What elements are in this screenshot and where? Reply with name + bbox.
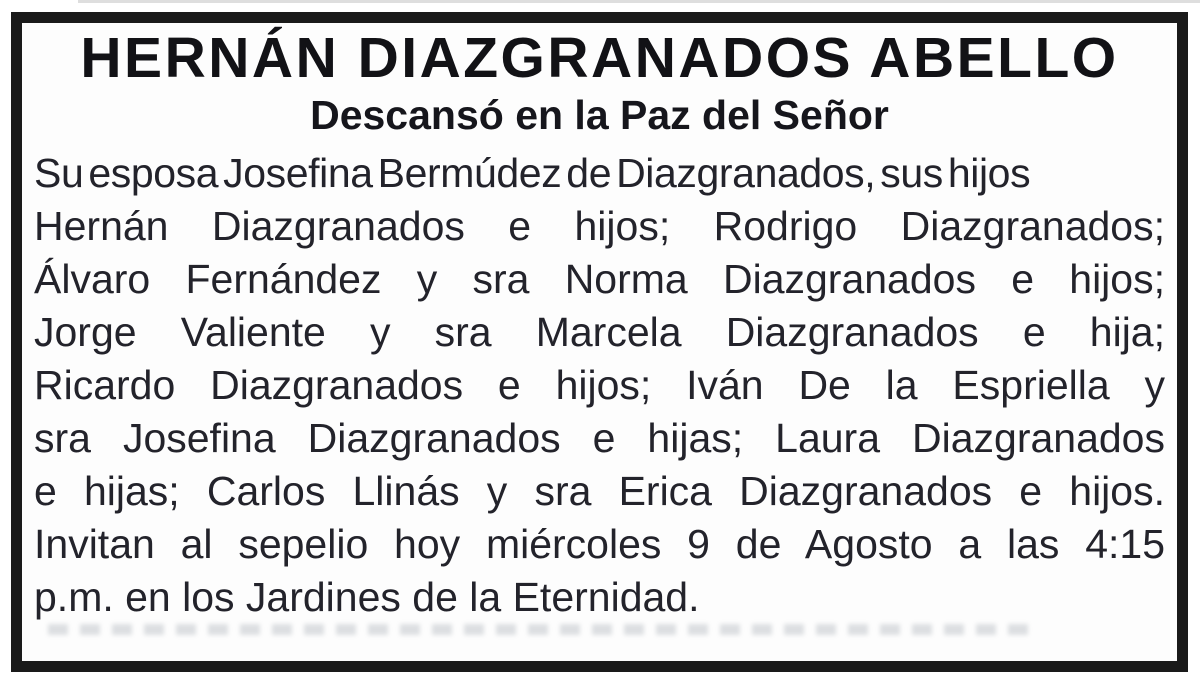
obituary-body-text xyxy=(34,147,1165,624)
obituary-body-line: Hernán Diazgranados e hijos; Rodrigo Diazgranados; xyxy=(34,202,1165,249)
obituary-body-line: e hijas; Carlos Llinás y sra Erica Diazgranados e hijos. xyxy=(34,467,1165,514)
obituary-body-line: Jorge Valiente y sra Marcela Diazgranados e hija; xyxy=(34,308,1165,355)
rest-in-peace-subtitle: Descansó en la Paz del Señor xyxy=(310,91,889,138)
deceased-name-title: HERNÁN DIAZGRANADOS ABELLO xyxy=(80,26,1119,90)
obituary-body-line: Álvaro Fernández y sra Norma Diazgranados e hijos; xyxy=(34,255,1165,302)
obituary-body-line: p.m. en los Jardines de la Eternidad. xyxy=(34,573,700,620)
print-bleed-artifact xyxy=(48,624,1033,635)
obituary-notice-frame xyxy=(11,12,1188,672)
scan-edge-artifact xyxy=(78,0,1200,3)
obituary-body-line: Invitan al sepelio hoy miércoles 9 de Agosto a las 4:15 xyxy=(34,520,1165,567)
obituary-body-line: sra Josefina Diazgranados e hijas; Laura Diazgranados xyxy=(34,414,1165,461)
obituary-body-line: Ricardo Diazgranados e hijos; Iván De la Espriella y xyxy=(34,361,1165,408)
obituary-body-line: Su esposa Josefina Bermúdez de Diazgranados, sus hijos xyxy=(34,149,1031,196)
